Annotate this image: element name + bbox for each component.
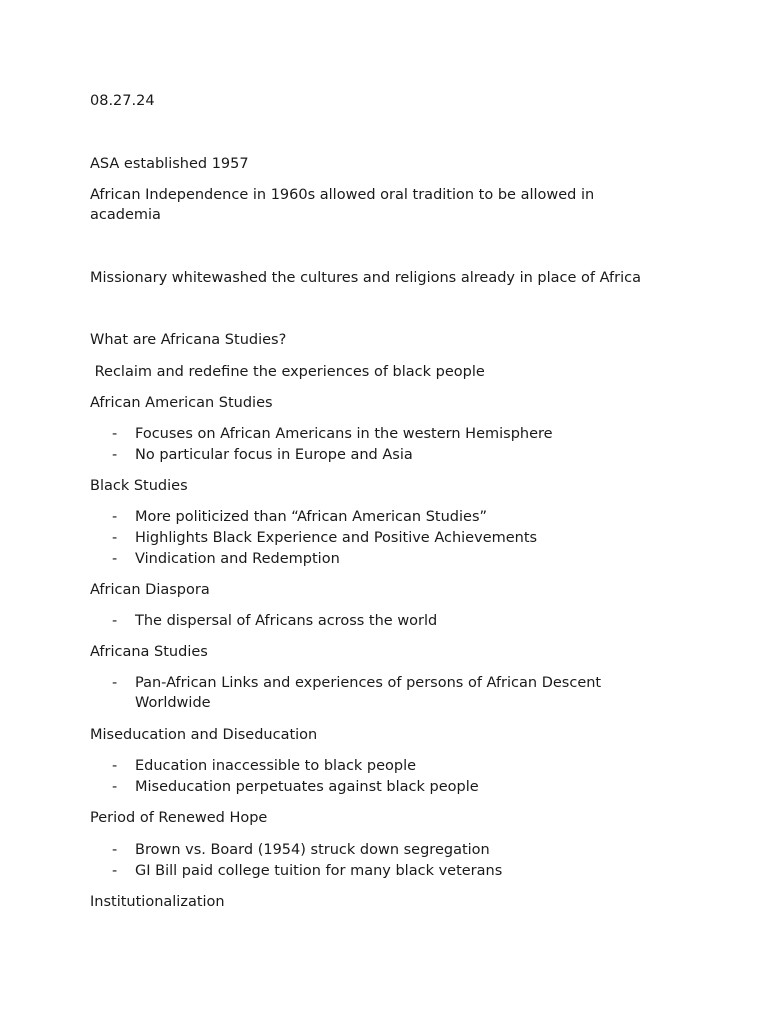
list-item-text: Vindication and Redemption (135, 551, 340, 567)
list-item-text: Miseducation perpetuates against black people (135, 779, 479, 795)
reclaim-line: Reclaim and redefine the experiences of black people (90, 364, 485, 380)
bullet-marker: - (112, 842, 118, 858)
bullet-marker: - (112, 551, 118, 567)
bullet-marker: - (112, 509, 118, 525)
date-line: 08.27.24 (90, 93, 155, 109)
list-item-text: Highlights Black Experience and Positive Achievements (135, 530, 538, 546)
bullet-marker: - (112, 530, 118, 546)
missionary-line: Missionary whitewashed the cultures and religions already in place of Africa (90, 270, 641, 286)
bullet-marker: - (112, 426, 118, 442)
section-heading: Institutionalization (90, 894, 225, 910)
list-item-text: Focuses on African Americans in the western Hemisphere (135, 426, 553, 442)
list-item-text: Education inaccessible to black people (135, 758, 417, 774)
bullet-marker: - (112, 447, 118, 463)
section-heading: Period of Renewed Hope (90, 810, 268, 826)
independence-line: African Independence in 1960s allowed oral tradition to be allowed in academia (90, 187, 595, 223)
section-heading: African Diaspora (90, 582, 210, 598)
bullet-marker: - (112, 863, 118, 879)
list-item-text: Brown vs. Board (1954) struck down segregation (135, 842, 490, 858)
section-heading: Miseducation and Diseducation (90, 727, 318, 743)
section-heading: Black Studies (90, 478, 188, 494)
bullet-marker: - (112, 779, 118, 795)
bullet-marker: - (112, 758, 118, 774)
list-item-text: GI Bill paid college tuition for many black veterans (135, 863, 503, 879)
asa-line: ASA established 1957 (90, 156, 249, 172)
section-heading: African American Studies (90, 395, 273, 411)
list-item-text: Pan-African Links and experiences of persons of African Descent Worldwide (135, 675, 602, 711)
list-item-text: The dispersal of Africans across the world (135, 613, 438, 629)
section-heading: Africana Studies (90, 644, 208, 660)
list-item-text: No particular focus in Europe and Asia (135, 447, 413, 463)
bullet-marker: - (112, 613, 118, 629)
list-item-text: More politicized than “African American Studies” (135, 509, 488, 525)
bullet-marker: - (112, 675, 118, 691)
what-are-heading: What are Africana Studies? (90, 332, 287, 348)
